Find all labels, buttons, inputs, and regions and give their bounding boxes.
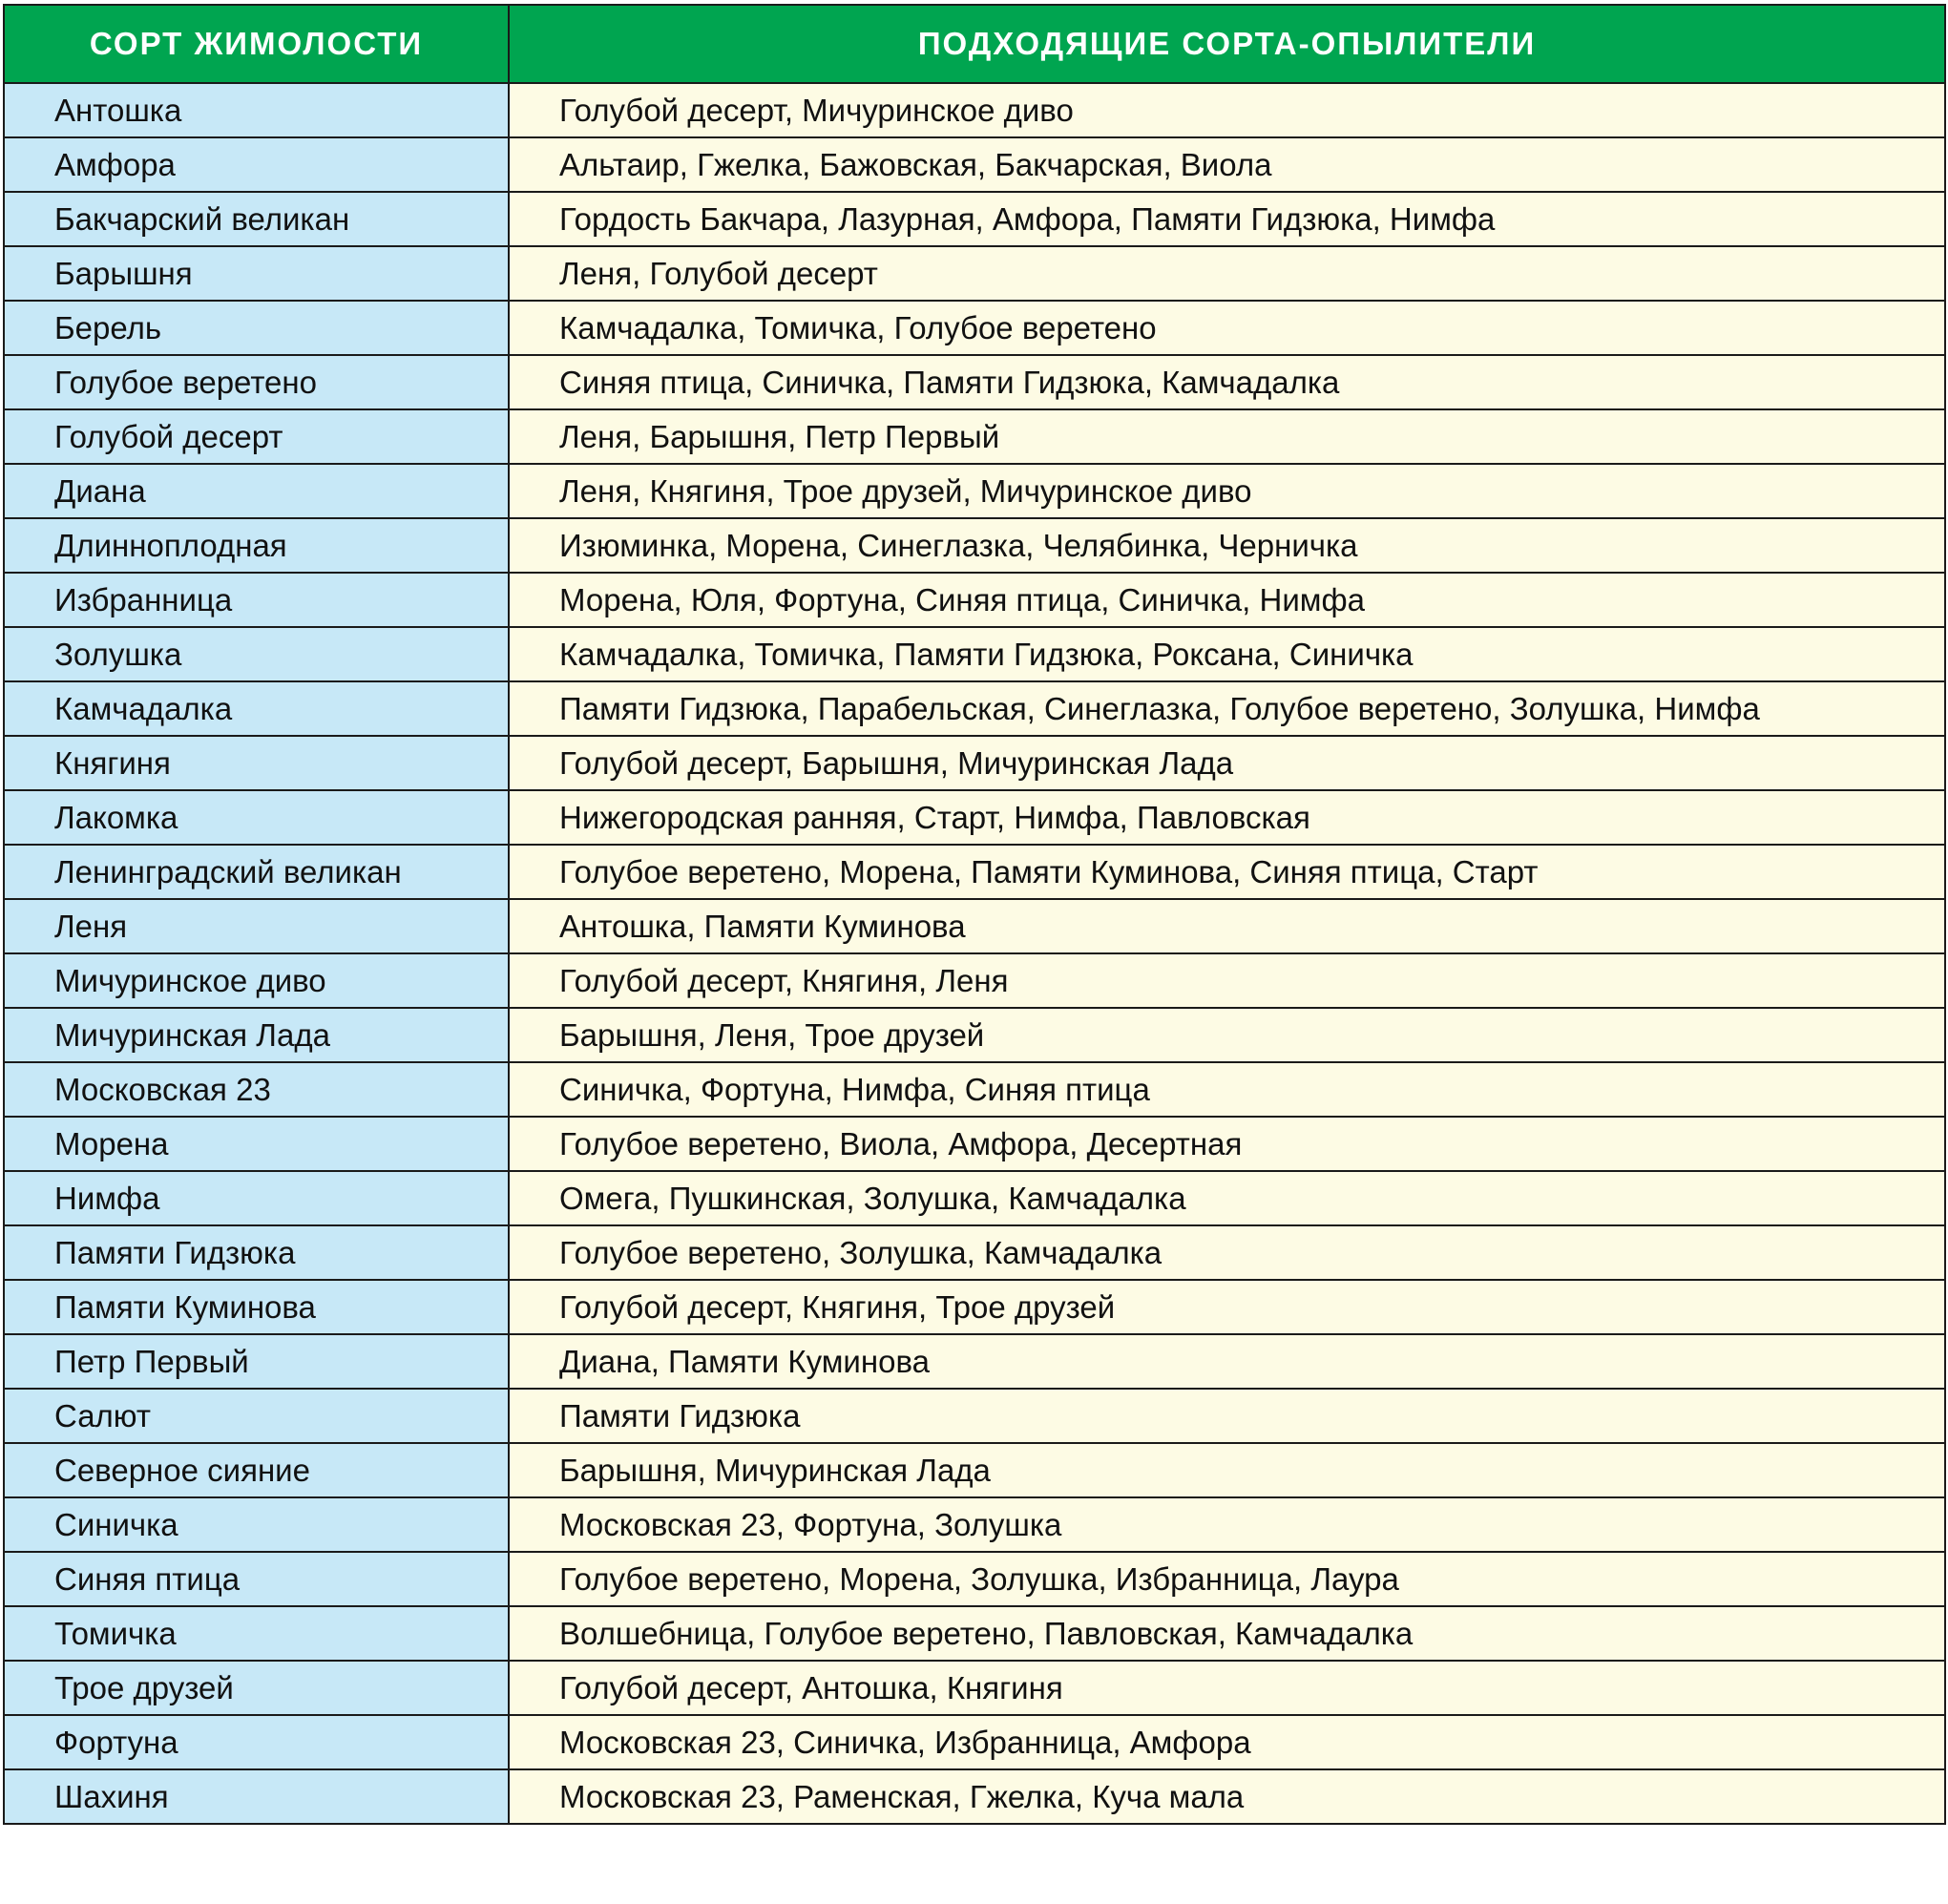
table-row — [4, 464, 1945, 518]
variety-cell: Голубое веретено — [4, 355, 509, 409]
pollinators-cell: Гордость Бакчара, Лазурная, Амфора, Памяти Гидзюка, Нимфа — [509, 192, 1945, 246]
pollinators-cell: Барышня, Леня, Трое друзей — [509, 1008, 1945, 1062]
variety-cell: Барышня — [4, 246, 509, 301]
variety-cell: Памяти Гидзюка — [4, 1225, 509, 1280]
variety-cell: Избранница — [4, 573, 509, 627]
variety-cell: Салют — [4, 1389, 509, 1443]
variety-cell: Синяя птица — [4, 1552, 509, 1606]
variety-cell: Мичуринская Лада — [4, 1008, 509, 1062]
pollinators-cell: Голубое веретено, Морена, Памяти Куминова, Синяя птица, Старт — [509, 845, 1945, 899]
variety-cell: Камчадалка — [4, 681, 509, 736]
table-row — [4, 1008, 1945, 1062]
table-row — [4, 1443, 1945, 1497]
table-row — [4, 1334, 1945, 1389]
pollinators-cell: Антошка, Памяти Куминова — [509, 899, 1945, 953]
variety-cell: Лакомка — [4, 790, 509, 845]
table-row — [4, 409, 1945, 464]
pollinators-cell: Голубое веретено, Виола, Амфора, Десертная — [509, 1117, 1945, 1171]
table-row — [4, 1280, 1945, 1334]
pollinators-cell: Голубой десерт, Мичуринское диво — [509, 83, 1945, 137]
pollinators-cell: Московская 23, Раменская, Гжелка, Куча мала — [509, 1769, 1945, 1824]
pollinators-cell: Леня, Голубой десерт — [509, 246, 1945, 301]
table-row — [4, 246, 1945, 301]
table-row — [4, 899, 1945, 953]
pollinators-cell: Нижегородская ранняя, Старт, Нимфа, Павловская — [509, 790, 1945, 845]
table-row — [4, 301, 1945, 355]
pollinators-cell: Волшебница, Голубое веретено, Павловская, Камчадалка — [509, 1606, 1945, 1661]
pollinators-cell: Морена, Юля, Фортуна, Синяя птица, Синичка, Нимфа — [509, 573, 1945, 627]
pollinator-table — [3, 4, 1946, 1825]
variety-cell: Антошка — [4, 83, 509, 137]
table-row — [4, 1552, 1945, 1606]
pollinators-cell: Камчадалка, Томичка, Голубое веретено — [509, 301, 1945, 355]
pollinators-cell: Синичка, Фортуна, Нимфа, Синяя птица — [509, 1062, 1945, 1117]
variety-cell: Северное сияние — [4, 1443, 509, 1497]
variety-cell: Синичка — [4, 1497, 509, 1552]
pollinators-cell: Диана, Памяти Куминова — [509, 1334, 1945, 1389]
table-header — [4, 5, 1945, 83]
column-header-pollinators: ПОДХОДЯЩИЕ СОРТА-ОПЫЛИТЕЛИ — [509, 5, 1945, 83]
pollinators-cell: Леня, Барышня, Петр Первый — [509, 409, 1945, 464]
table-row — [4, 573, 1945, 627]
pollinators-cell: Синяя птица, Синичка, Памяти Гидзюка, Камчадалка — [509, 355, 1945, 409]
table-row — [4, 137, 1945, 192]
table-row — [4, 1117, 1945, 1171]
pollinators-cell: Московская 23, Синичка, Избранница, Амфора — [509, 1715, 1945, 1769]
pollinators-cell: Голубое веретено, Золушка, Камчадалка — [509, 1225, 1945, 1280]
table-row — [4, 1225, 1945, 1280]
pollinators-cell: Памяти Гидзюка — [509, 1389, 1945, 1443]
pollinators-cell: Голубой десерт, Антошка, Княгиня — [509, 1661, 1945, 1715]
variety-cell: Трое друзей — [4, 1661, 509, 1715]
pollinators-cell: Изюминка, Морена, Синеглазка, Челябинка, Черничка — [509, 518, 1945, 573]
pollinators-cell: Барышня, Мичуринская Лада — [509, 1443, 1945, 1497]
variety-cell: Золушка — [4, 627, 509, 681]
pollinators-cell: Камчадалка, Томичка, Памяти Гидзюка, Роксана, Синичка — [509, 627, 1945, 681]
pollinators-cell: Московская 23, Фортуна, Золушка — [509, 1497, 1945, 1552]
table-row — [4, 736, 1945, 790]
table-row — [4, 1715, 1945, 1769]
variety-cell: Петр Первый — [4, 1334, 509, 1389]
pollinators-cell: Леня, Княгиня, Трое друзей, Мичуринское диво — [509, 464, 1945, 518]
variety-cell: Томичка — [4, 1606, 509, 1661]
table-row — [4, 1062, 1945, 1117]
pollinators-cell: Альтаир, Гжелка, Бажовская, Бакчарская, Виола — [509, 137, 1945, 192]
variety-cell: Фортуна — [4, 1715, 509, 1769]
table-row — [4, 953, 1945, 1008]
variety-cell: Княгиня — [4, 736, 509, 790]
table-row — [4, 1769, 1945, 1824]
pollinators-cell: Омега, Пушкинская, Золушка, Камчадалка — [509, 1171, 1945, 1225]
variety-cell: Нимфа — [4, 1171, 509, 1225]
pollinators-cell: Голубой десерт, Княгиня, Леня — [509, 953, 1945, 1008]
variety-cell: Амфора — [4, 137, 509, 192]
variety-cell: Диана — [4, 464, 509, 518]
table-row — [4, 1171, 1945, 1225]
variety-cell: Ленинградский великан — [4, 845, 509, 899]
variety-cell: Памяти Куминова — [4, 1280, 509, 1334]
variety-cell: Голубой десерт — [4, 409, 509, 464]
table-row — [4, 790, 1945, 845]
table-row — [4, 1497, 1945, 1552]
variety-cell: Московская 23 — [4, 1062, 509, 1117]
variety-cell: Берель — [4, 301, 509, 355]
table-body — [4, 83, 1945, 1824]
variety-cell: Длинноплодная — [4, 518, 509, 573]
variety-cell: Бакчарский великан — [4, 192, 509, 246]
variety-cell: Шахиня — [4, 1769, 509, 1824]
pollinators-cell: Памяти Гидзюка, Парабельская, Синеглазка, Голубое веретено, Золушка, Нимфа — [509, 681, 1945, 736]
table-row — [4, 1606, 1945, 1661]
table-row — [4, 845, 1945, 899]
header-row — [4, 5, 1945, 83]
table-row — [4, 1661, 1945, 1715]
table-row — [4, 1389, 1945, 1443]
column-header-variety: СОРТ ЖИМОЛОСТИ — [4, 5, 509, 83]
variety-cell: Морена — [4, 1117, 509, 1171]
variety-cell: Мичуринское диво — [4, 953, 509, 1008]
table-row — [4, 627, 1945, 681]
table-row — [4, 192, 1945, 246]
pollinators-cell: Голубой десерт, Княгиня, Трое друзей — [509, 1280, 1945, 1334]
pollinators-cell: Голубой десерт, Барышня, Мичуринская Лада — [509, 736, 1945, 790]
table-row — [4, 355, 1945, 409]
table-row — [4, 83, 1945, 137]
table-row — [4, 518, 1945, 573]
pollinators-cell: Голубое веретено, Морена, Золушка, Избранница, Лаура — [509, 1552, 1945, 1606]
table-row — [4, 681, 1945, 736]
variety-cell: Леня — [4, 899, 509, 953]
